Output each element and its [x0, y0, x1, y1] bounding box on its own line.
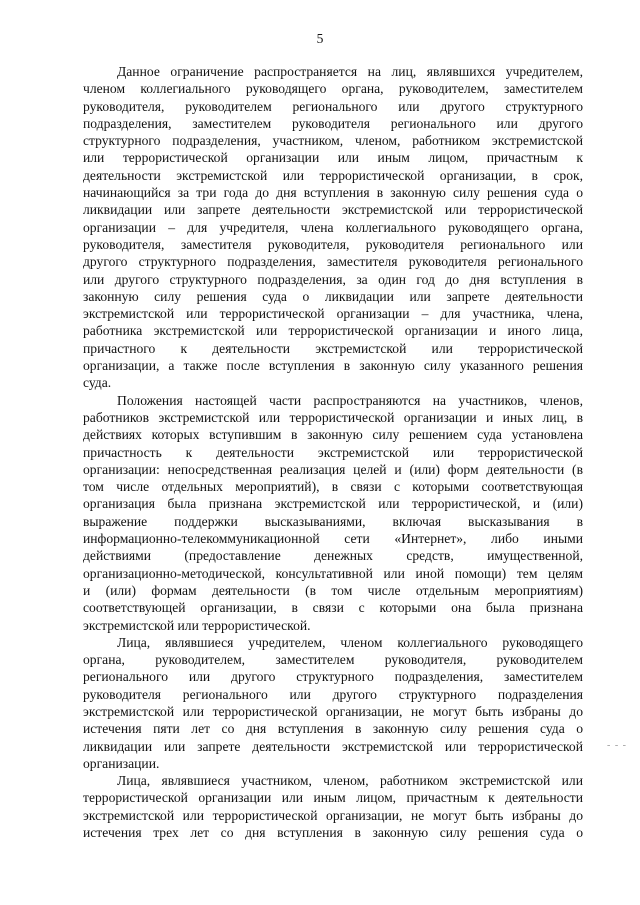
text-line: организации: непосредственная реализация целей и (или) форм деятельности (в: [83, 461, 583, 477]
text-line: причастность к деятельности экстремистской или террористической: [83, 444, 583, 460]
text-line: Лица, являвшиеся участником, членом, работником экстремистской или: [117, 773, 583, 789]
text-line: организации.: [83, 755, 160, 771]
text-line: руководителя, руководителем регионального или другого структурного: [83, 98, 583, 114]
page-number: 5: [316, 31, 324, 46]
text-line: членом коллегиального руководящего органа, руководителем, заместителем: [83, 81, 583, 97]
text-line: законную силу решения суда о ликвидации или запрете деятельности: [83, 288, 583, 304]
text-line: выражение поддержки высказываниями, включая высказывания в: [83, 513, 583, 529]
text-line: руководителя, заместителя руководителя, руководителя регионального или: [83, 236, 583, 252]
text-line: истечения трех лет со дня вступления в законную силу решения суда о: [83, 825, 583, 841]
text-line: или другого структурного подразделения, за один год до дня вступления в: [83, 271, 583, 287]
text-line: Положения настоящей части распространяются на участников, членов,: [117, 392, 583, 408]
text-line: Лица, являвшиеся учредителем, членом коллегиального руководящего: [117, 634, 583, 650]
paragraph: [83, 772, 583, 841]
text-line: соответствующей организации, в связи с которыми она была признана: [83, 600, 583, 616]
text-line: и (или) формам деятельности (в том числе отдельным мероприятиям): [83, 582, 583, 598]
text-line: суда.: [83, 375, 112, 391]
paragraph: [83, 392, 583, 634]
text-line: руководителя регионального или другого структурного подразделения: [83, 686, 583, 702]
text-line: террористической организации или иным лицом, причастным к деятельности: [83, 790, 583, 806]
text-line: экстремистской или террористической организации, не могут быть избраны до: [83, 703, 583, 719]
text-line: действиях которых вступившим в законную силу решением суда установлена: [83, 427, 583, 443]
text-line: другого структурного подразделения, заместителя руководителя регионального: [83, 254, 583, 270]
text-line: причастного к деятельности экстремистской или террористической: [83, 340, 583, 356]
text-line: подразделения, заместителем руководителя регионального или другого: [83, 115, 583, 131]
text-line: организационно-методической, консультативной или иной помощи) тем целям: [83, 565, 583, 581]
text-line: регионального или другого структурного подразделения, заместителем: [83, 669, 583, 685]
text-line: организации, а также после вступления в законную силу указанного решения: [83, 358, 583, 374]
text-line: Данное ограничение распространяется на лиц, являвшихся учредителем,: [117, 64, 583, 79]
paragraph: [83, 634, 583, 772]
text-line: экстремистской или террористической.: [83, 617, 311, 633]
text-line: работника экстремистской или террористической организации и иного лица,: [83, 323, 583, 339]
text-line: экстремистской или террористической организации – для участника, члена,: [83, 306, 583, 322]
text-line: структурного подразделения, участником, членом, работником экстремистской: [83, 133, 583, 149]
margin-mark: - - -: [607, 740, 627, 751]
text-line: истечения пяти лет со дня вступления в законную силу решения суда о: [83, 721, 583, 737]
text-line: организации – для учредителя, члена коллегиального руководящего органа,: [83, 219, 583, 235]
text-line: или террористической организации или иным лицом, причастным к: [83, 150, 583, 166]
text-line: ликвидации или запрете деятельности экстремистской или террористической: [83, 202, 583, 218]
text-line: информационно-телекоммуникационной сети «Интернет», либо иными: [83, 531, 583, 547]
text-line: ликвидации или запрете деятельности экстремистской или террористической: [83, 738, 583, 754]
text-line: том числе отдельных мероприятий), в связи с которыми соответствующая: [83, 479, 583, 495]
text-line: деятельности экстремистской или террористической организации, в срок,: [83, 167, 583, 183]
text-line: органа, руководителем, заместителем руководителя, руководителем: [83, 652, 583, 668]
text-line: экстремистской или террористической организации, не могут быть избраны до: [83, 807, 583, 823]
text-line: действиями (предоставление денежных средств, имущественной,: [83, 548, 583, 564]
document-body: [83, 63, 583, 841]
text-line: начинающийся за три года до дня вступления в законную силу решения суда о: [83, 185, 583, 201]
text-line: организация была признана экстремистской или террористической, и (или): [83, 496, 583, 512]
text-line: работников экстремистской или террористической организации и иных лиц, в: [83, 409, 583, 425]
paragraph: [83, 63, 583, 392]
